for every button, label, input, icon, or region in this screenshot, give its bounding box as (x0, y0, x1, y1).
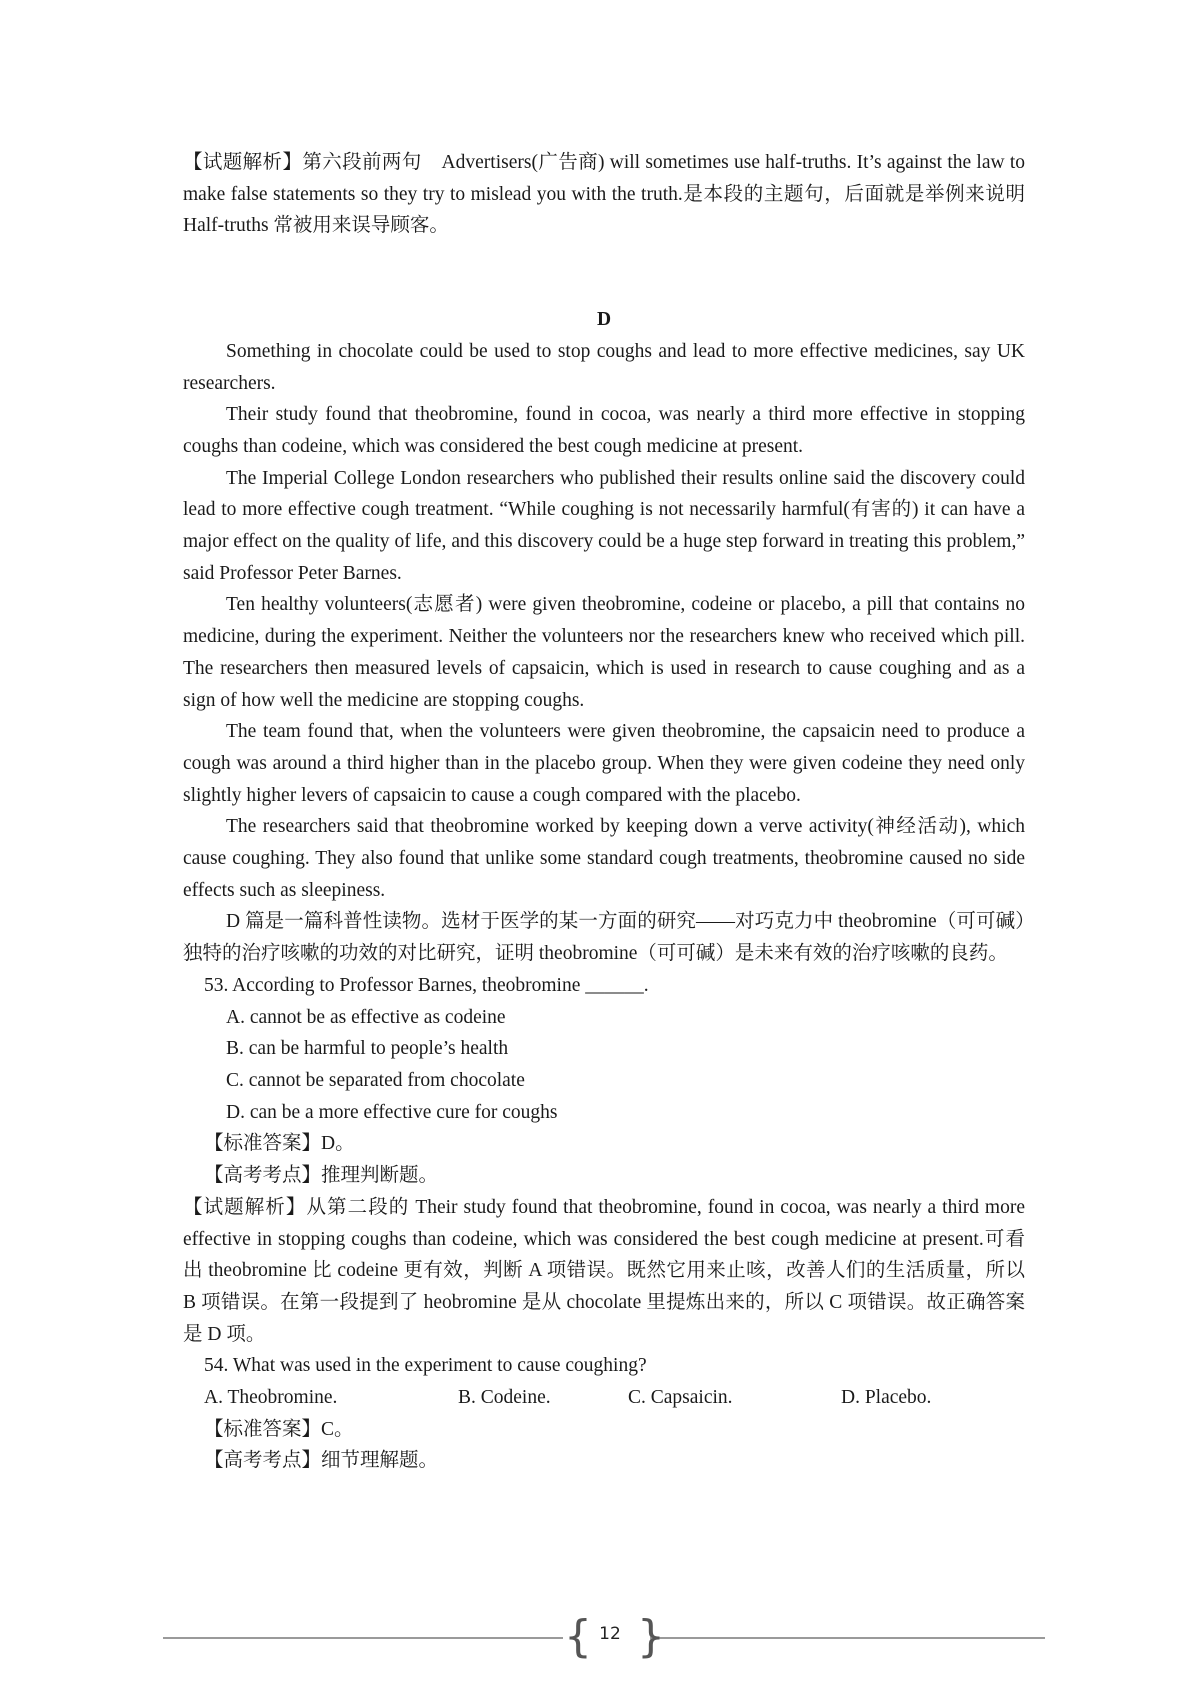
page-number: 12 (599, 1624, 621, 1644)
question-54-option-c: C. Capsaicin. (628, 1387, 733, 1409)
passage-paragraph: Something in chocolate could be used to stop coughs and lead to more effective medicines, say UK researchers. (183, 340, 1025, 394)
passage-paragraph: The researchers said that theobromine worked by keeping down a verve activity(神经活动), which cause coughing. They also found that unlike some standard cough treatments, theobromine caused no side effects such as sleepiness. (183, 816, 1025, 901)
passage-title: D (596, 309, 612, 331)
question-53-analysis: 【试题解析】从第二段的 Their study found that theobromine, found in cocoa, was nearly a third more effective in stopping coughs than codeine, which was considered the best cough medicine at present.可看出 theobromine 比 codeine 更有效，判断 A 项错误。既然它用来止咳，改善人们的生活质量，所以 B 项错误。在第一段提到了 heobromine 是从 chocolate 里提炼出来的，所以 C 项错误。故正确答案是 D 项。 (183, 1196, 1025, 1345)
passage-paragraph: Ten healthy volunteers(志愿者) were given theobromine, codeine or placebo, a pill that contains no medicine, during the experiment. Neither the volunteers nor the researchers knew who received which pill. The researchers then measured levels of capsaicin, which is used in research to cause coughing and as a sign of how well the medicine are stopping coughs. (183, 594, 1025, 711)
left-brace-icon: { (564, 1611, 592, 1662)
question-53-stem: 53. According to Professor Barnes, theobromine ______. (204, 974, 649, 996)
passage-paragraph: The Imperial College London researchers who published their results online said the discovery could lead to more effective cough treatment. “While coughing is not necessarily harmful(有害的) it can have a major effect on the quality of life, and this discovery could be a huge step forward in treating this problem,” said Professor Peter Barnes. (183, 467, 1025, 584)
footer-rule-left (163, 1637, 563, 1639)
question-54-option-d: D. Placebo. (841, 1387, 932, 1409)
right-brace-icon: } (637, 1611, 665, 1662)
question-54-option-b: B. Codeine. (458, 1387, 551, 1409)
question-53-option-b: B. can be harmful to people’s health (226, 1038, 509, 1060)
question-53-answer: 【标准答案】D。 (204, 1133, 355, 1155)
question-53-option-c: C. cannot be separated from chocolate (226, 1069, 525, 1091)
question-53-option-d: D. can be a more effective cure for coughs (226, 1101, 558, 1123)
question-54-point: 【高考考点】细节理解题。 (204, 1450, 439, 1472)
passage-paragraph: Their study found that theobromine, found in cocoa, was nearly a third more effective in stopping coughs than codeine, which was considered the best cough medicine at present. (183, 404, 1025, 457)
page-content (183, 147, 1025, 1477)
question-54-answer: 【标准答案】C。 (204, 1418, 354, 1440)
question-53-point: 【高考考点】推理判断题。 (204, 1165, 439, 1187)
passage-summary: D 篇是一篇科普性读物。选材于医学的某一方面的研究——对巧克力中 theobromine（可可碱）独特的治疗咳嗽的功效的对比研究，证明 theobromine（可可碱）是未来有效的治疗咳嗽的良药。 (183, 911, 1025, 965)
footer-rule-right (650, 1637, 1045, 1639)
question-54-option-a: A. Theobromine. (204, 1387, 338, 1409)
question-54-stem: 54. What was used in the experiment to cause coughing? (204, 1355, 647, 1377)
passage-paragraph: The team found that, when the volunteers were given theobromine, the capsaicin need to produce a cough was around a third higher than in the placebo group. When they were given codeine they need only slightly higher levers of capsaicin to cause a cough compared with the placebo. (183, 721, 1025, 806)
question-54-options (183, 1382, 1025, 1414)
question-53-option-a: A. cannot be as effective as codeine (226, 1006, 506, 1028)
previous-analysis: 【试题解析】第六段前两句 Advertisers(广告商) will sometimes use half-truths. It’s against the law to make false statements so they try to mislead you with the truth.是本段的主题句，后面就是举例来说明 Half-truths 常被用来误导顾客。 (183, 152, 1025, 237)
